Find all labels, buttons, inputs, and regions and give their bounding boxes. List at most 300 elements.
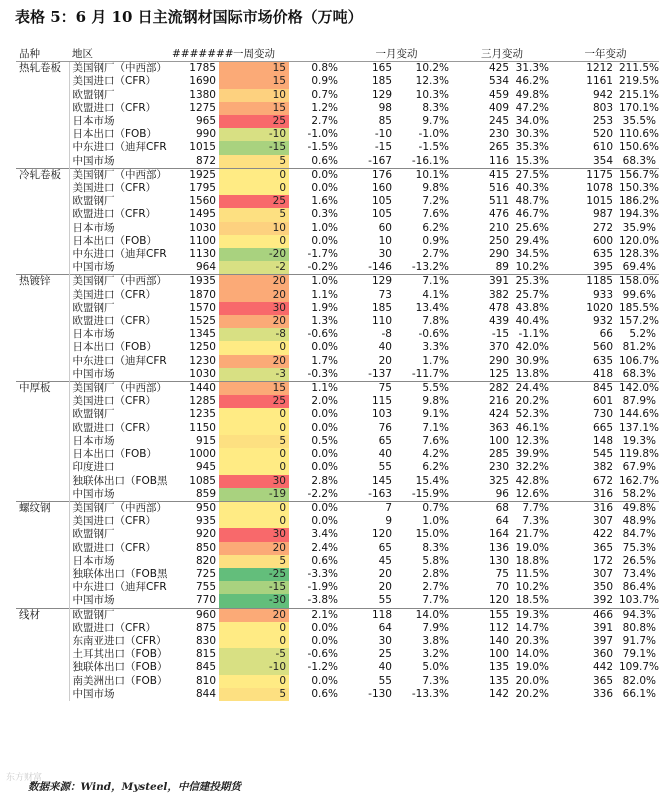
- value-cell: 140: [488, 634, 509, 647]
- value-cell: 98: [378, 101, 392, 114]
- table-row: [16, 581, 659, 594]
- value-cell: 382: [592, 461, 613, 474]
- table-title: 表格 5：6 月 10 日主流钢材国际市场价格（万吨）: [15, 8, 363, 26]
- value-cell: 1795: [189, 182, 216, 195]
- region-cell: 美国进口（CFR）: [72, 515, 157, 528]
- value-cell: 1275: [189, 101, 216, 114]
- value-cell: 844: [195, 687, 216, 700]
- value-cell: 10.3%: [415, 88, 449, 101]
- value-cell: 15.0%: [415, 528, 449, 541]
- value-cell: 1000: [189, 448, 216, 461]
- value-cell: 5.5%: [395, 382, 452, 396]
- variety-cell: 热轧卷板: [16, 62, 69, 169]
- value-cell: 1870: [189, 288, 216, 301]
- value-cell: 20: [378, 567, 392, 580]
- value-cell: 1345: [189, 328, 216, 341]
- variety-cell: 螺纹钢: [16, 501, 69, 608]
- week-change-cell: 0: [219, 448, 289, 461]
- region-cell: 欧盟进口（CFR）: [72, 315, 157, 328]
- region-cell: 日本市场: [72, 554, 115, 567]
- value-cell: 46.1%: [515, 421, 549, 434]
- table-row: [16, 368, 659, 382]
- value-cell: 68: [452, 501, 512, 515]
- value-cell: 363: [488, 421, 509, 434]
- value-cell: 0.8%: [289, 62, 341, 76]
- value-cell: 850: [195, 541, 216, 554]
- value-cell: 94.3%: [616, 608, 659, 622]
- value-cell: 1185: [552, 275, 616, 289]
- value-cell: 0.0%: [311, 461, 338, 474]
- value-cell: 49.8%: [616, 501, 659, 515]
- value-cell: 19.0%: [515, 541, 549, 554]
- value-cell: 19.0%: [515, 661, 549, 674]
- value-cell: 1690: [189, 75, 216, 88]
- week-change-cell: 20: [219, 289, 289, 302]
- value-cell: 73.4%: [622, 567, 656, 580]
- value-cell: 3.3%: [422, 341, 449, 354]
- value-cell: 30.3%: [515, 128, 549, 141]
- value-cell: 35.9%: [622, 221, 656, 234]
- value-cell: 20.0%: [515, 674, 549, 687]
- value-cell: 965: [195, 115, 216, 128]
- week-change-cell: 0: [219, 515, 289, 528]
- value-cell: -1.2%: [307, 661, 338, 674]
- value-cell: -13.3%: [411, 687, 449, 700]
- value-cell: 9: [385, 515, 392, 528]
- region-cell: 欧盟进口（CFR）: [72, 208, 157, 221]
- value-cell: 156.7%: [616, 168, 659, 182]
- value-cell: 875: [195, 621, 216, 634]
- value-cell: 112: [488, 621, 509, 634]
- value-cell: -130: [368, 687, 392, 700]
- value-cell: 65: [378, 434, 392, 447]
- value-cell: 395: [592, 261, 613, 274]
- table-row: [16, 128, 659, 141]
- variety-cell: 冷轧卷板: [16, 168, 69, 275]
- value-cell: 7.1%: [395, 275, 452, 289]
- value-cell: 25: [378, 648, 392, 661]
- region-cell: 日本市场: [72, 328, 115, 341]
- value-cell: 19.3%: [512, 608, 552, 622]
- value-cell: 12.3%: [515, 434, 549, 447]
- region-cell: 中国市场: [72, 487, 115, 500]
- value-cell: 1100: [189, 234, 216, 247]
- value-cell: 265: [488, 141, 509, 154]
- value-cell: 2.8%: [422, 567, 449, 580]
- value-cell: 1130: [189, 248, 216, 261]
- table-row: [16, 461, 659, 474]
- week-change-cell: -5: [219, 648, 289, 661]
- value-cell: 859: [195, 487, 216, 500]
- value-cell: 1495: [189, 208, 216, 221]
- value-cell: 397: [592, 634, 613, 647]
- week-change-cell: 20: [219, 275, 289, 289]
- value-cell: 185: [371, 301, 392, 314]
- value-cell: 84.7%: [622, 528, 656, 541]
- week-change-cell: 0: [219, 675, 289, 688]
- value-cell: 7.2%: [422, 195, 449, 208]
- value-cell: 516: [488, 182, 509, 195]
- value-cell: 945: [195, 461, 216, 474]
- value-cell: 730: [592, 408, 613, 421]
- region-cell: 美国进口（CFR）: [72, 75, 157, 88]
- value-cell: 76: [378, 421, 392, 434]
- header-week-pct: [289, 48, 341, 62]
- value-cell: 165: [341, 62, 395, 76]
- value-cell: 35.5%: [622, 115, 656, 128]
- value-cell: 26.5%: [622, 554, 656, 567]
- value-cell: 476: [488, 208, 509, 221]
- value-cell: 40: [378, 341, 392, 354]
- value-cell: 162.7%: [619, 474, 660, 487]
- value-cell: 7.8%: [422, 315, 449, 328]
- value-cell: 73: [378, 288, 392, 301]
- value-cell: 216: [488, 395, 509, 408]
- table-body: [16, 62, 659, 701]
- value-cell: 391: [452, 275, 512, 289]
- value-cell: 20: [378, 581, 392, 594]
- table-row: [16, 355, 659, 368]
- region-cell: 独联体出口（FOB）: [72, 661, 168, 674]
- value-cell: 635: [592, 248, 613, 261]
- value-cell: -0.2%: [307, 261, 338, 274]
- value-cell: 0.9%: [422, 234, 449, 247]
- value-cell: 65: [378, 541, 392, 554]
- value-cell: 55: [378, 594, 392, 607]
- value-cell: -146: [368, 261, 392, 274]
- region-cell: 日本出口（FOB）: [72, 341, 158, 354]
- variety-cell: 热镀锌: [16, 275, 69, 382]
- value-cell: 25.3%: [512, 275, 552, 289]
- region-cell: 美国进口（CFR）: [72, 182, 157, 195]
- week-change-cell: 0: [219, 461, 289, 474]
- table-row: [16, 555, 659, 568]
- value-cell: 365: [592, 541, 613, 554]
- value-cell: 1250: [189, 341, 216, 354]
- value-cell: -163: [368, 487, 392, 500]
- value-cell: 282: [452, 382, 512, 396]
- region-cell: 中国市场: [72, 594, 115, 607]
- value-cell: 150.3%: [619, 182, 660, 195]
- value-cell: 1.2%: [311, 101, 338, 114]
- value-cell: 30: [378, 634, 392, 647]
- header-year-change: 一年变动: [552, 48, 659, 62]
- value-cell: 316: [552, 501, 616, 515]
- value-cell: 25.6%: [515, 221, 549, 234]
- value-cell: 0.6%: [311, 154, 338, 167]
- value-cell: 96: [495, 487, 509, 500]
- value-cell: 115: [371, 395, 392, 408]
- value-cell: 47.2%: [515, 101, 549, 114]
- value-cell: 58.2%: [622, 487, 656, 500]
- value-cell: 48.9%: [622, 515, 656, 528]
- value-cell: 425: [452, 62, 512, 76]
- week-change-cell: 5: [219, 155, 289, 169]
- value-cell: 64: [378, 621, 392, 634]
- week-change-cell: 0: [219, 235, 289, 248]
- value-cell: 24.4%: [512, 382, 552, 396]
- header-region: 地区: [69, 48, 169, 62]
- table-row: [16, 448, 659, 461]
- value-cell: 1440: [169, 382, 219, 396]
- value-cell: 155: [452, 608, 512, 622]
- value-cell: 87.9%: [622, 395, 656, 408]
- value-cell: 46.7%: [515, 208, 549, 221]
- value-cell: -13.2%: [411, 261, 449, 274]
- value-cell: 1030: [189, 221, 216, 234]
- value-cell: 8.3%: [422, 101, 449, 114]
- value-cell: 520: [592, 128, 613, 141]
- week-change-cell: 0: [219, 168, 289, 182]
- value-cell: 2.8%: [311, 474, 338, 487]
- value-cell: 14.7%: [515, 621, 549, 634]
- value-cell: 803: [592, 101, 613, 114]
- region-cell: 中东进口（迪拜CFR: [72, 141, 167, 154]
- value-cell: 160: [371, 182, 392, 195]
- region-cell: 日本出口（FOB）: [72, 448, 158, 461]
- region-cell: 独联体出口（FOB黑: [72, 567, 168, 580]
- value-cell: 157.2%: [619, 315, 660, 328]
- value-cell: 755: [195, 581, 216, 594]
- week-change-cell: 25: [219, 195, 289, 208]
- value-cell: 136: [488, 541, 509, 554]
- value-cell: 13.4%: [415, 301, 449, 314]
- region-cell: 欧盟钢厂: [72, 195, 115, 208]
- value-cell: 290: [488, 354, 509, 367]
- value-cell: 1085: [189, 474, 216, 487]
- value-cell: 418: [592, 367, 613, 380]
- value-cell: 810: [195, 674, 216, 687]
- region-cell: 日本市场: [72, 434, 115, 447]
- value-cell: 34.5%: [515, 248, 549, 261]
- value-cell: 601: [592, 395, 613, 408]
- value-cell: 194.3%: [619, 208, 660, 221]
- value-cell: -167: [368, 154, 392, 167]
- value-cell: 1.7%: [422, 354, 449, 367]
- value-cell: -0.6%: [307, 328, 338, 341]
- value-cell: 10.1%: [395, 168, 452, 182]
- table-row: [16, 501, 659, 515]
- value-cell: 52.3%: [515, 408, 549, 421]
- value-cell: 1925: [169, 168, 219, 182]
- value-cell: 1.1%: [289, 382, 341, 396]
- table-row: [16, 542, 659, 555]
- value-cell: 336: [592, 687, 613, 700]
- value-cell: 459: [488, 88, 509, 101]
- value-cell: 215.1%: [619, 88, 660, 101]
- value-cell: 75.3%: [622, 541, 656, 554]
- value-cell: 142: [488, 687, 509, 700]
- value-cell: 915: [195, 434, 216, 447]
- value-cell: 600: [592, 234, 613, 247]
- value-cell: 14.0%: [515, 648, 549, 661]
- region-cell: 美国进口（CFR）: [72, 288, 157, 301]
- week-change-cell: 20: [219, 315, 289, 328]
- value-cell: 29.4%: [515, 234, 549, 247]
- value-cell: 75: [495, 567, 509, 580]
- value-cell: 34.0%: [515, 115, 549, 128]
- value-cell: 1230: [189, 354, 216, 367]
- value-cell: 68.3%: [622, 154, 656, 167]
- value-cell: 0.3%: [311, 208, 338, 221]
- value-cell: 272: [592, 221, 613, 234]
- value-cell: -3.3%: [307, 567, 338, 580]
- value-cell: 672: [592, 474, 613, 487]
- value-cell: 1.0%: [289, 275, 341, 289]
- value-cell: 89: [495, 261, 509, 274]
- watermark: 东方财富: [6, 773, 43, 783]
- value-cell: 21.7%: [515, 528, 549, 541]
- week-change-cell: -30: [219, 594, 289, 608]
- value-cell: 1.0%: [311, 221, 338, 234]
- region-cell: 土耳其出口（FOB）: [72, 648, 168, 661]
- region-cell: 美国钢厂（中西部）: [69, 501, 169, 515]
- header-price: #######: [169, 48, 219, 62]
- value-cell: 6.2%: [422, 461, 449, 474]
- value-cell: 442: [592, 661, 613, 674]
- week-change-cell: -19: [219, 488, 289, 502]
- value-cell: 186.2%: [619, 195, 660, 208]
- value-cell: -8: [381, 328, 392, 341]
- header-variety: 品种: [16, 48, 69, 62]
- header-month-change: 一月变动: [341, 48, 452, 62]
- value-cell: 10: [378, 234, 392, 247]
- value-cell: 20.3%: [515, 634, 549, 647]
- table-row: [16, 89, 659, 102]
- value-cell: 1.9%: [311, 301, 338, 314]
- value-cell: 67.9%: [622, 461, 656, 474]
- week-change-cell: 10: [219, 222, 289, 235]
- value-cell: 219.5%: [619, 75, 660, 88]
- value-cell: 105: [371, 208, 392, 221]
- value-cell: 86.4%: [622, 581, 656, 594]
- table-row: [16, 168, 659, 182]
- value-cell: 135: [488, 661, 509, 674]
- value-cell: 325: [488, 474, 509, 487]
- value-cell: 85: [378, 115, 392, 128]
- value-cell: -3.8%: [307, 594, 338, 607]
- value-cell: 933: [592, 288, 613, 301]
- table-row: [16, 182, 659, 195]
- week-change-cell: -25: [219, 568, 289, 581]
- week-change-cell: 20: [219, 608, 289, 622]
- week-change-cell: 30: [219, 528, 289, 541]
- table-row: [16, 488, 659, 502]
- region-cell: 欧盟钢厂: [72, 528, 115, 541]
- value-cell: 11.5%: [515, 567, 549, 580]
- table-row: [16, 248, 659, 261]
- value-cell: 2.1%: [289, 608, 341, 622]
- value-cell: 142.0%: [616, 382, 659, 396]
- value-cell: 15.4%: [415, 474, 449, 487]
- value-cell: -15: [374, 141, 392, 154]
- value-cell: 82.0%: [622, 674, 656, 687]
- week-change-cell: 30: [219, 475, 289, 488]
- value-cell: -10: [374, 128, 392, 141]
- value-cell: 439: [488, 315, 509, 328]
- table-row: [16, 155, 659, 169]
- week-change-cell: 5: [219, 688, 289, 701]
- value-cell: 170.1%: [619, 101, 660, 114]
- value-cell: 1785: [169, 62, 219, 76]
- value-cell: 40.4%: [515, 315, 549, 328]
- value-cell: -1.9%: [307, 581, 338, 594]
- region-cell: 欧盟钢厂: [72, 88, 115, 101]
- value-cell: 55: [378, 674, 392, 687]
- value-cell: -1.5%: [418, 141, 449, 154]
- value-cell: 110: [371, 315, 392, 328]
- value-cell: 27.5%: [512, 168, 552, 182]
- value-cell: 0.0%: [311, 234, 338, 247]
- value-cell: 35.3%: [515, 141, 549, 154]
- value-cell: 91.7%: [622, 634, 656, 647]
- value-cell: 545: [592, 448, 613, 461]
- week-change-cell: 5: [219, 208, 289, 221]
- week-change-cell: -2: [219, 261, 289, 275]
- value-cell: 1380: [189, 88, 216, 101]
- value-cell: 1285: [189, 395, 216, 408]
- value-cell: 365: [592, 674, 613, 687]
- value-cell: 0.0%: [311, 408, 338, 421]
- region-cell: 欧盟钢厂: [72, 408, 115, 421]
- value-cell: 815: [195, 648, 216, 661]
- value-cell: 230: [488, 461, 509, 474]
- value-cell: 9.8%: [422, 395, 449, 408]
- region-cell: 美国钢厂（中西部）: [69, 168, 169, 182]
- value-cell: -15.9%: [411, 487, 449, 500]
- value-cell: 211.5%: [616, 62, 659, 76]
- week-change-cell: 0: [219, 622, 289, 635]
- value-cell: 230: [488, 128, 509, 141]
- table-row: [16, 315, 659, 328]
- region-cell: 美国钢厂（中西部）: [69, 382, 169, 396]
- region-cell: 欧盟进口（CFR）: [72, 541, 157, 554]
- value-cell: 9.1%: [422, 408, 449, 421]
- value-cell: 80.8%: [622, 621, 656, 634]
- value-cell: 725: [195, 567, 216, 580]
- value-cell: 1212: [552, 62, 616, 76]
- value-cell: 9.8%: [422, 182, 449, 195]
- value-cell: 106.7%: [619, 354, 660, 367]
- table-row: [16, 648, 659, 661]
- table-row: [16, 195, 659, 208]
- table-row: [16, 275, 659, 289]
- week-change-cell: 15: [219, 382, 289, 396]
- region-cell: 日本出口（FOB）: [72, 128, 158, 141]
- value-cell: 129: [371, 88, 392, 101]
- value-cell: 382: [488, 288, 509, 301]
- value-cell: 1.6%: [311, 195, 338, 208]
- value-cell: 1078: [586, 182, 613, 195]
- region-cell: 中国市场: [72, 367, 115, 380]
- value-cell: 1030: [189, 367, 216, 380]
- value-cell: 2.7%: [311, 115, 338, 128]
- week-change-cell: 25: [219, 115, 289, 128]
- value-cell: 1235: [189, 408, 216, 421]
- value-cell: 2.7%: [422, 581, 449, 594]
- value-cell: 164: [488, 528, 509, 541]
- value-cell: 5.0%: [422, 661, 449, 674]
- value-cell: 18.5%: [515, 594, 549, 607]
- region-cell: 中东进口（迪拜CFR: [72, 248, 167, 261]
- value-cell: 391: [592, 621, 613, 634]
- table-row: [16, 395, 659, 408]
- value-cell: 307: [592, 567, 613, 580]
- value-cell: 560: [592, 341, 613, 354]
- value-cell: 7.3%: [422, 674, 449, 687]
- table-row: [16, 688, 659, 701]
- week-change-cell: 15: [219, 75, 289, 88]
